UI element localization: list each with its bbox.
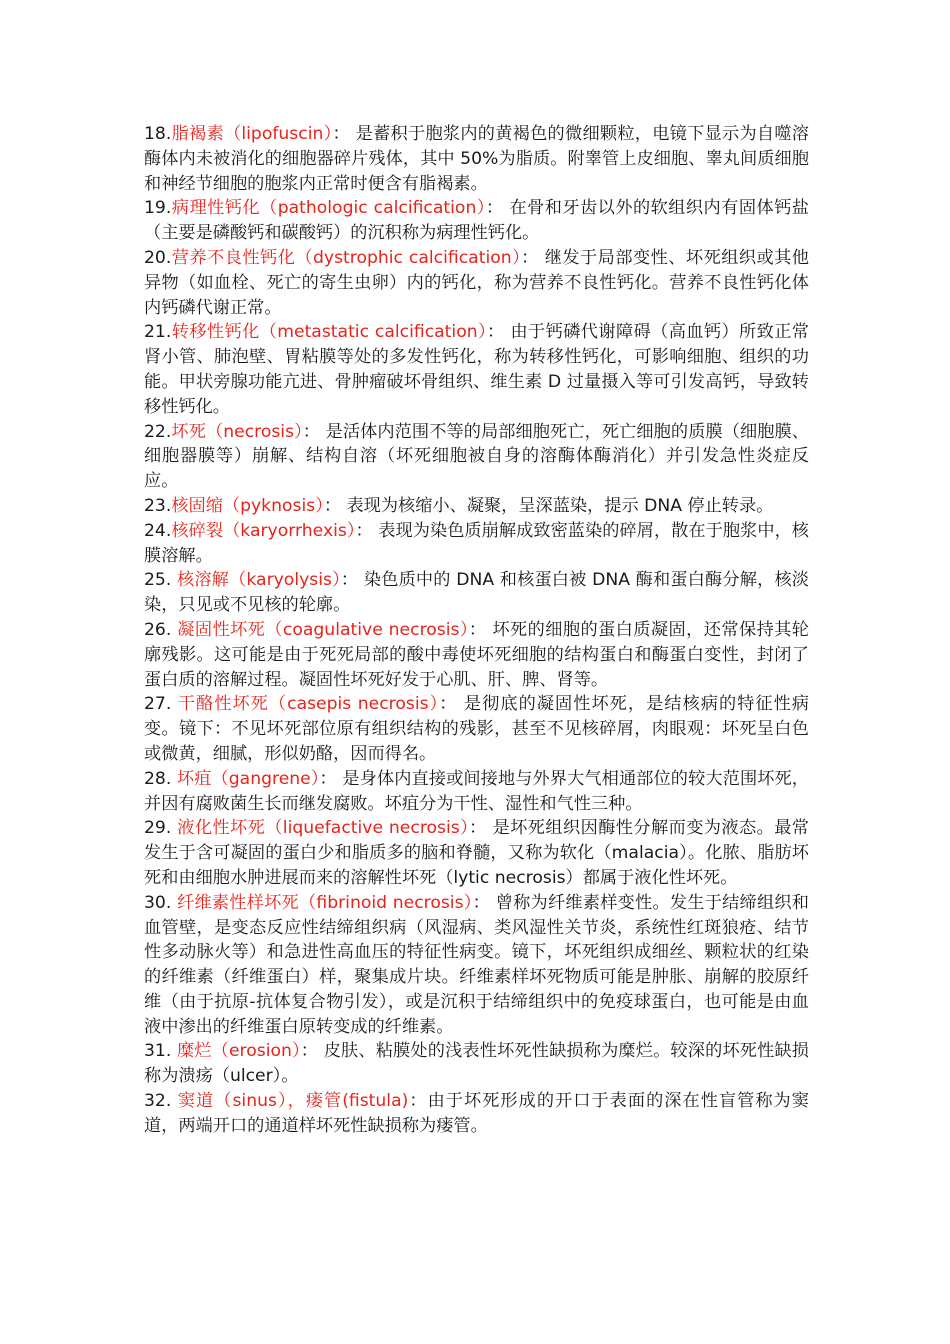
entry-term: 核碎裂（karyorrhexis）: [171, 520, 356, 541]
entry-term: 核固缩（pyknosis）: [171, 495, 324, 516]
entry-separator: ：: [472, 892, 496, 913]
entry-definition: 在骨和牙齿以外的软组织内有固体钙盐（主要是磷酸钙和碳酸钙）的沉积称为病理性钙化。: [144, 198, 809, 244]
entry-definition: 是彻底的凝固性坏死，是结核病的特征性病变。镜下：不见坏死部位原有组织结构的残影，甚至不见核碎屑，肉眼观：坏死呈白色或微黄，细腻，形似奶酪，因而得名。: [144, 694, 809, 764]
entry-number: 19.: [144, 198, 172, 219]
entry-separator: ：: [439, 694, 464, 715]
entry-separator: ：: [340, 570, 364, 591]
entry-term: 坏疽（gangrene）: [176, 768, 320, 789]
entry-separator: ：: [332, 124, 356, 144]
entry-separator: ：: [485, 198, 510, 219]
entry-number: 29.: [144, 818, 178, 839]
entry-21: [144, 320, 809, 419]
entry-definition: 继发于局部变性、坏死组织或其他异物（如血栓、死亡的寄生虫卵）内的钙化，称为营养不良性钙化。营养不良性钙化体内钙磷代谢正常。: [144, 247, 809, 318]
entry-definition: 坏死的细胞的蛋白质凝固，还常保持其轮廓残影。这可能是由于死死局部的酸中毒使坏死细胞的结构蛋白和酶蛋白变性，封闭了蛋白质的溶解过程。凝固性坏死好发于心肌、肝、脾、肾等。: [144, 619, 809, 690]
entry-number: 24.: [144, 520, 172, 541]
entry-number: 30.: [144, 892, 178, 913]
entry-number: 32.: [144, 1091, 178, 1112]
entry-number: 23.: [144, 495, 172, 516]
entry-27: [144, 692, 809, 766]
entry-term: 营养不良性钙化（dystrophic calcification）: [171, 247, 522, 268]
entry-31: [144, 1039, 809, 1089]
entry-definition: 是坏死组织因酶性分解而变为液态。最常发生于含可凝固的蛋白少和脂质多的脑和脊髓，又称为软化（malacia）。化脓、脂肪坏死和由细胞水肿进展而来的溶解性坏死（lytic necrosis）都属于液化性坏死。: [144, 818, 809, 888]
entry-definition: 是蓄积于胞浆内的黄褐色的微细颗粒，电镜下显示为自噬溶酶体内未被消化的细胞器碎片残体，其中 50%为脂质。附睾管上皮细胞、睾丸间质细胞和神经节细胞的胞浆内正常时便含有脂褐素。: [144, 124, 809, 194]
entry-definition: 是活体内范围不等的局部细胞死亡，死亡细胞的质膜（细胞膜、细胞器膜等）崩解、结构自溶（坏死细胞被自身的溶酶体酶消化）并引发急性炎症反应。: [144, 421, 809, 492]
entry-term: 转移性钙化（metastatic calcification）: [171, 322, 487, 343]
entry-term: 坏死（necrosis）: [171, 421, 303, 442]
entry-number: 26.: [144, 619, 178, 640]
entry-definition: 曾称为纤维素样变性。发生于结缔组织和血管壁，是变态反应性结缔组织病（风湿病、类风湿性关节炎，系统性红斑狼疮、结节性多动脉火等）和急进性高血压的特征性病变。镜下，坏死组织成细丝、颗粒状的红染的纤维素（纤维蛋白）样，聚集成片块。纤维素样坏死物质可能是肿胀、崩解的胶原纤维（由于抗原-抗体复合物引发），或是沉积于结缔组织中的免疫球蛋白，也可能是由血液中渗出的纤维蛋白原转变成的纤维素。: [144, 892, 809, 1037]
entry-18: [144, 122, 809, 196]
entry-32: [144, 1089, 809, 1139]
entry-23: [144, 494, 809, 519]
entry-separator: ：: [319, 768, 343, 789]
entry-term: 液化性坏死（liquefactive necrosis）: [177, 818, 470, 839]
entry-definition: 皮肤、粘膜处的浅表性坏死性缺损称为糜烂。较深的坏死性缺损称为溃疡（ulcer）。: [144, 1041, 809, 1087]
entry-number: 22.: [144, 421, 172, 442]
entry-separator: ：: [355, 520, 379, 541]
entry-term: 凝固性坏死（coagulative necrosis）: [177, 619, 469, 640]
entry-term: 窦道（sinus），瘘管(fistula): [177, 1091, 409, 1112]
entry-term: 纤维素性样坏死（fibrinoid necrosis）: [177, 892, 473, 913]
entry-22: [144, 420, 809, 494]
entry-separator: ：: [468, 619, 493, 640]
entry-definition: 染色质中的 DNA 和核蛋白被 DNA 酶和蛋白酶分解，核淡染，只见或不见核的轮廓。: [144, 570, 809, 616]
entry-30: [144, 891, 809, 1040]
entry-number: 31.: [144, 1041, 177, 1062]
entry-number: 18.: [144, 124, 172, 144]
entry-separator: ：: [302, 421, 326, 442]
entry-term: 脂褐素（lipofuscin）: [171, 124, 333, 144]
entry-definition: 由于坏死形成的开口于表面的深在性盲管称为窦道，两端开口的通道样坏死性缺损称为瘘管。: [144, 1091, 809, 1136]
entry-24: [144, 519, 809, 569]
entry-term: 干酪性坏死（casepis necrosis）: [177, 694, 440, 715]
entry-separator: ：: [469, 818, 493, 839]
entry-29: [144, 816, 809, 890]
entry-28: [144, 767, 809, 817]
entry-19: [144, 196, 809, 246]
entry-term: 糜烂（erosion）: [176, 1041, 301, 1062]
entry-definition: 表现为染色质崩解成致密蓝染的碎屑，散在于胞浆中，核膜溶解。: [144, 520, 809, 566]
entry-number: 28.: [144, 768, 177, 789]
entry-separator: ：: [487, 322, 511, 343]
entry-separator: ：: [521, 247, 545, 268]
entry-definition: 是身体内直接或间接地与外界大气相通部位的较大范围坏死，并因有腐败菌生长而继发腐败。坏疽分为干性、湿性和气性三种。: [144, 768, 809, 814]
entry-definition: 由于钙磷代谢障碍（高血钙）所致正常肾小管、肺泡壁、胃粘膜等处的多发性钙化，称为转移性钙化，可影响细胞、组织的功能。甲状旁腺功能亢进、骨肿瘤破坏骨组织、维生素 D 过量摄入等可引发高钙，导致转移性钙化。: [144, 322, 809, 417]
entry-26: [144, 618, 809, 692]
entry-number: 25.: [144, 570, 177, 591]
entry-20: [144, 246, 809, 320]
entry-term: 核溶解（karyolysis）: [176, 570, 341, 591]
entry-term: 病理性钙化（pathologic calcification）: [171, 198, 486, 219]
entry-number: 21.: [144, 322, 172, 343]
entry-separator: ：: [408, 1091, 428, 1112]
entry-number: 20.: [144, 247, 172, 268]
document-page: [144, 122, 809, 1139]
entry-separator: ：: [300, 1041, 324, 1062]
entry-definition: 表现为核缩小、凝聚，呈深蓝染，提示 DNA 停止转录。: [346, 495, 774, 516]
entry-separator: ：: [323, 495, 347, 516]
entry-25: [144, 568, 809, 618]
entry-number: 27.: [144, 694, 178, 715]
